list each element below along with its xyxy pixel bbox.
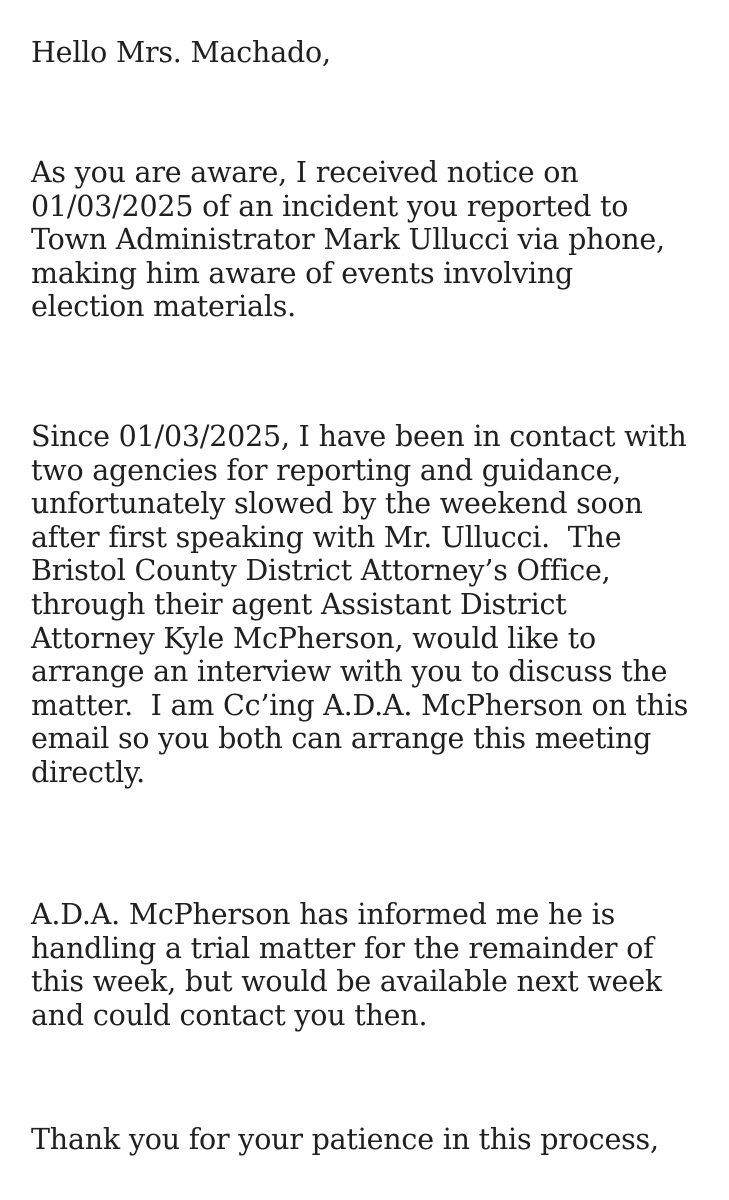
paragraph-line: after first speaking with Mr. Ullucci. The xyxy=(31,520,622,554)
paragraph-line: matter. I am Cc’ing A.D.A. McPherson on this xyxy=(31,688,689,722)
paragraph-line: Since 01/03/2025, I have been in contact with xyxy=(31,420,687,453)
paragraph-line: Bristol County District Attorney’s Office, xyxy=(31,554,611,588)
paragraph-agencies xyxy=(31,420,688,790)
paragraph-line: two agencies for reporting and guidance, xyxy=(31,453,622,487)
paragraph-line: unfortunately slowed by the weekend soon xyxy=(31,487,643,521)
email-greeting: Hello Mrs. Machado, xyxy=(31,36,331,69)
email-closing: Thank you for your patience in this process, xyxy=(31,1123,659,1156)
paragraph-line: through their agent Assistant District xyxy=(31,587,567,621)
paragraph-line: As you are aware, I received notice on xyxy=(31,156,579,189)
paragraph-line: making him aware of events involving xyxy=(31,256,574,290)
paragraph-line: 01/03/2025 of an incident you reported to xyxy=(31,189,629,223)
paragraph-line: this week, but would be available next week xyxy=(31,965,662,999)
paragraph-line: email so you both can arrange this meeting xyxy=(31,722,652,756)
paragraph-line: election materials. xyxy=(31,290,297,324)
paragraph-line: directly. xyxy=(31,755,145,789)
paragraph-line: Town Administrator Mark Ullucci via phone, xyxy=(31,223,665,257)
paragraph-line: arrange an interview with you to discuss the xyxy=(31,655,668,689)
paragraph-line: and could contact you then. xyxy=(31,998,428,1032)
paragraph-line: A.D.A. McPherson has informed me he is xyxy=(31,898,615,931)
paragraph-line: handling a trial matter for the remainder of xyxy=(31,931,654,965)
paragraph-availability xyxy=(31,898,662,1032)
paragraph-notice xyxy=(31,156,665,324)
paragraph-line: Attorney Kyle McPherson, would like to xyxy=(31,621,596,655)
